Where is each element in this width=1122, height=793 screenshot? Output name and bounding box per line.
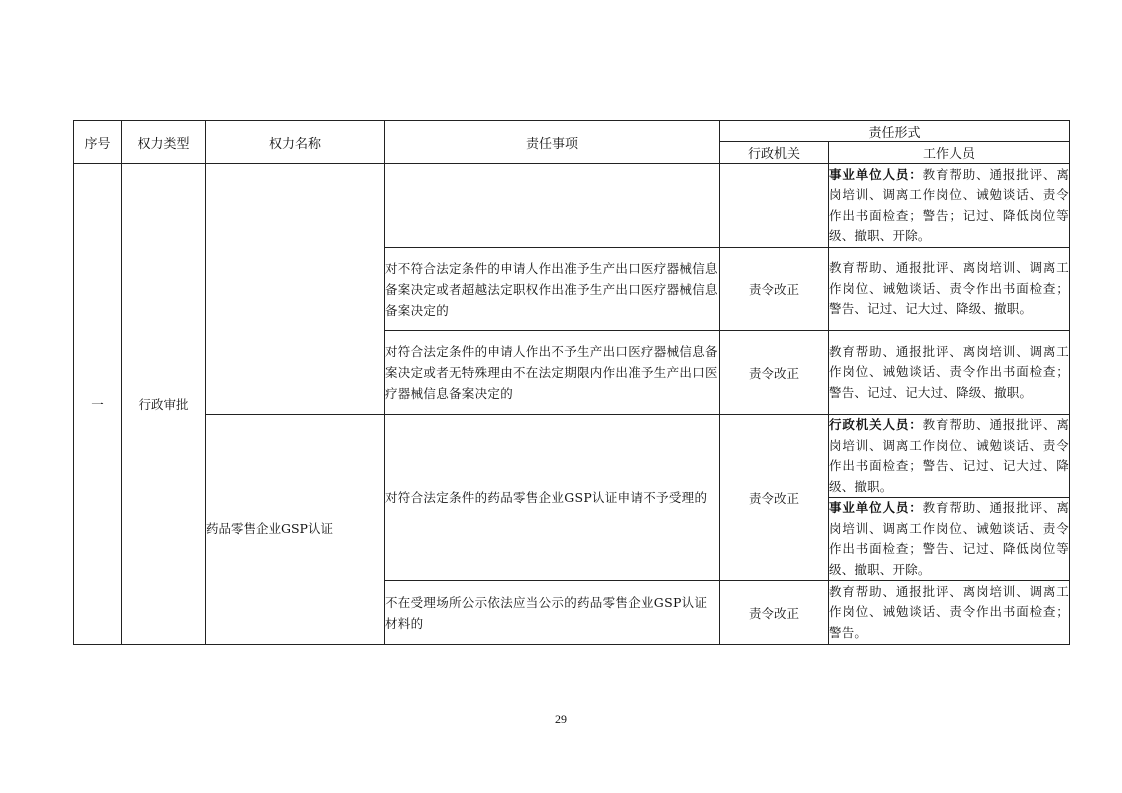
agency-cell: 责令改正 <box>720 581 829 645</box>
table-row <box>74 164 1070 248</box>
page-number: 29 <box>555 712 567 726</box>
header-matters: 责任事项 <box>385 121 720 164</box>
staff-cell: 教育帮助、通报批评、离岗培训、调离工作岗位、诫勉谈话、责令作出书面检查；警告、记过、记大过、降级、撤职。 <box>829 248 1070 331</box>
power-type-cell: 行政审批 <box>122 164 206 645</box>
matter-cell <box>385 164 720 248</box>
responsibility-table <box>73 120 1070 645</box>
staff-measures: 教育帮助、通报批评、离岗培训、调离工作岗位、诫勉谈话、责令作出书面检查；警告；记过、降低岗位等级、撤职、开除。 <box>829 166 1070 243</box>
agency-cell: 责令改正 <box>720 415 829 581</box>
staff-measures: 教育帮助、通报批评、离岗培训、调离工作岗位、诫勉谈话、责令作出书面检查；警告、记过、降低岗位等级、撤职、开除。 <box>829 500 1070 577</box>
staff-category-label: 事业单位人员： <box>829 166 923 182</box>
agency-cell <box>720 164 829 248</box>
seq-cell: 一 <box>74 164 122 645</box>
staff-measures: 教育帮助、通报批评、离岗培训、调离工作岗位、诫勉谈话、责令作出书面检查；警告、记过、记大过、降级、撤职。 <box>829 417 1070 494</box>
agency-cell: 责令改正 <box>720 248 829 331</box>
agency-cell: 责令改正 <box>720 331 829 415</box>
power-name-cell <box>206 164 385 415</box>
header-agency: 行政机关 <box>720 142 829 164</box>
matter-cell: 对不符合法定条件的申请人作出准予生产出口医疗器械信息备案决定或者超越法定职权作出准予生产出口医疗器械信息备案决定的 <box>385 248 720 331</box>
header-power-name: 权力名称 <box>206 121 385 164</box>
staff-cell <box>829 415 1070 498</box>
matter-cell: 不在受理场所公示依法应当公示的药品零售企业GSP认证材料的 <box>385 581 720 645</box>
table-row <box>74 415 1070 498</box>
staff-cell: 教育帮助、通报批评、离岗培训、调离工作岗位、诫勉谈话、责令作出书面检查；警告、记过、记大过、降级、撤职。 <box>829 331 1070 415</box>
header-forms: 责任形式 <box>720 121 1070 142</box>
header-staff: 工作人员 <box>829 142 1070 164</box>
staff-category-label: 事业单位人员： <box>829 500 923 515</box>
staff-cell <box>829 164 1070 248</box>
staff-category-label: 行政机关人员： <box>829 417 923 432</box>
power-name-cell: 药品零售企业GSP认证 <box>206 415 385 645</box>
matter-cell: 对符合法定条件的申请人作出不予生产出口医疗器械信息备案决定或者无特殊理由不在法定期限内作出准予生产出口医疗器械信息备案决定的 <box>385 331 720 415</box>
header-seq: 序号 <box>74 121 122 164</box>
matter-cell: 对符合法定条件的药品零售企业GSP认证申请不予受理的 <box>385 415 720 581</box>
staff-cell: 教育帮助、通报批评、离岗培训、调离工作岗位、诫勉谈话、责令作出书面检查；警告。 <box>829 581 1070 645</box>
header-power-type: 权力类型 <box>122 121 206 164</box>
staff-cell <box>829 498 1070 581</box>
